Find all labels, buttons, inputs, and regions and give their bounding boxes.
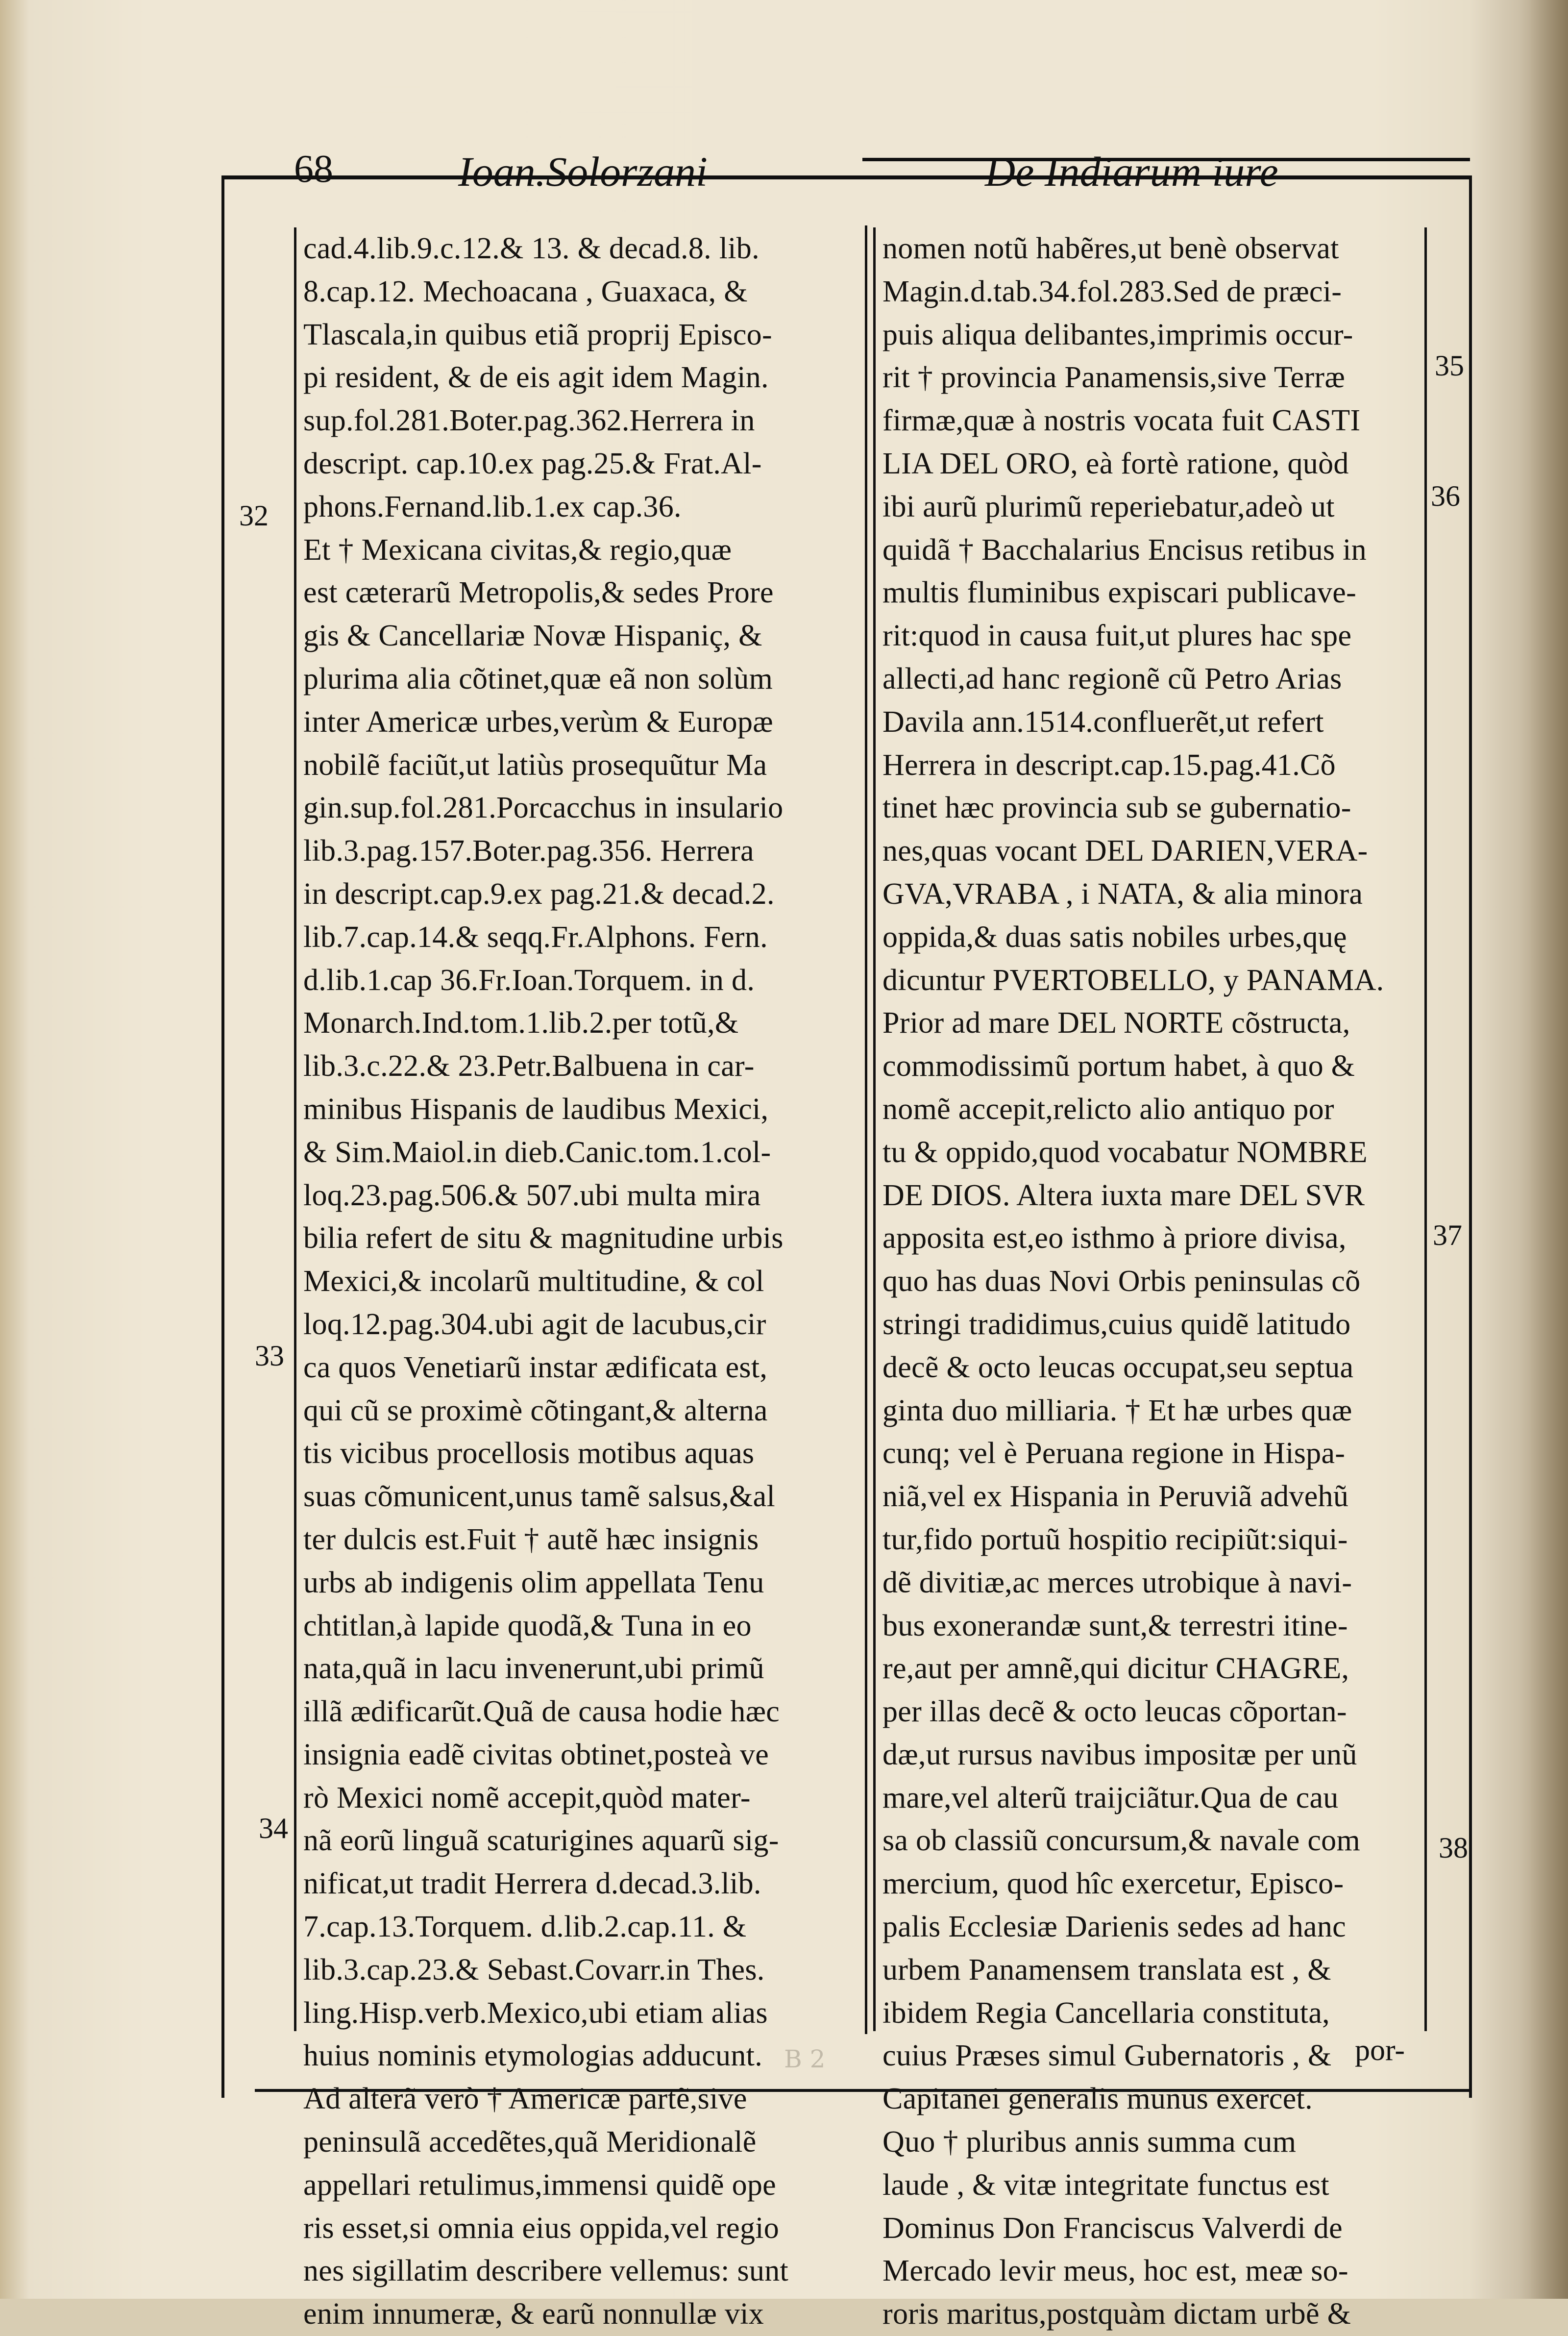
- text-line: nomẽ accepit,relicto alio antiquo por: [882, 1092, 1334, 1126]
- text-line: Tlascala,in quibus etiã proprij Episco-: [303, 318, 772, 351]
- text-line: Herrera in descript.cap.15.pag.41.Cõ: [882, 748, 1336, 782]
- text-line: roris maritus,postquàm dictam urbẽ &: [882, 2297, 1351, 2331]
- text-line: d.lib.1.cap 36.Fr.Ioan.Torquem. in d.: [303, 963, 755, 997]
- catchword: por-: [1355, 2034, 1405, 2067]
- text-line: firmæ,quæ à nostris vocata fuit CASTI: [882, 404, 1361, 438]
- text-line: bus exonerandæ sunt,& terrestri itine-: [882, 1609, 1348, 1642]
- text-line: 8.cap.12. Mechoacana , Guaxaca, &: [303, 274, 748, 308]
- margin-number-35: 35: [1435, 349, 1464, 382]
- text-line: GVA,VRABA , i NATA, & alia minora: [882, 877, 1363, 911]
- text-line: oppida,& duas satis nobiles urbes,quę: [882, 920, 1347, 954]
- text-line: dẽ divitiæ,ac merces utrobique à navi-: [882, 1566, 1352, 1599]
- text-line: niã,vel ex Hispania in Peruviã advehũ: [882, 1480, 1349, 1514]
- text-line: nes,quas vocant DEL DARIEN,VERA-: [882, 834, 1368, 868]
- text-line: laude , & vitæ integritate functus est: [882, 2168, 1329, 2202]
- text-line: decẽ & octo leucas occupat,seu septua: [882, 1350, 1354, 1384]
- text-line: minibus Hispanis de laudibus Mexici,: [303, 1092, 769, 1126]
- text-line: enim innumeræ, & earũ nonnullæ vix: [303, 2297, 764, 2331]
- text-line: LIA DEL ORO, eà fortè ratione, quòd: [882, 447, 1349, 480]
- text-line: Dominus Don Franciscus Valverdi de: [882, 2211, 1343, 2245]
- margin-number-34: 34: [259, 1812, 288, 1844]
- text-line: mare,vel alterũ traijciãtur.Qua de cau: [882, 1781, 1339, 1814]
- text-line: rit:quod in causa fuit,ut plures hac spe: [882, 619, 1352, 653]
- text-line: nes sigillatim describere vellemus: sunt: [303, 2254, 789, 2288]
- text-line: sup.fol.281.Boter.pag.362.Herrera in: [303, 404, 755, 438]
- text-line: tur,fido portuũ hospitio recipiũt:siqui-: [882, 1522, 1348, 1556]
- text-line: nata,quã in lacu invenerunt,ubi primũ: [303, 1652, 764, 1686]
- text-line: commodissimũ portum habet, à quo &: [882, 1049, 1355, 1083]
- margin-number-33: 33: [255, 1340, 284, 1372]
- text-line: dicuntur PVERTOBELLO, y PANAMA.: [882, 963, 1384, 997]
- text-line: nomen notũ habẽres,ut benè observat: [882, 232, 1339, 265]
- text-line: allecti,ad hanc regionẽ cũ Petro Arias: [882, 662, 1342, 696]
- text-line: dæ,ut rursus navibus impositæ per unũ: [882, 1738, 1357, 1771]
- text-line: appellari retulimus,immensi quidẽ ope: [303, 2168, 776, 2202]
- text-line: ibi aurũ plurimũ reperiebatur,adeò ut: [882, 490, 1335, 523]
- text-line: urbs ab indigenis olim appellata Tenu: [303, 1566, 764, 1599]
- text-line: Magin.d.tab.34.fol.283.Sed de præci-: [882, 274, 1342, 308]
- margin-number-32: 32: [239, 499, 269, 532]
- text-line: bilia refert de situ & magnitudine urbis: [303, 1221, 784, 1255]
- text-line: sa ob classiũ concursum,& navale com: [882, 1824, 1360, 1858]
- text-line: descript. cap.10.ex pag.25.& Frat.Al-: [303, 447, 762, 480]
- text-line: Monarch.Ind.tom.1.lib.2.per totũ,&: [303, 1006, 739, 1040]
- text-line: multis fluminibus expiscari publicave-: [882, 576, 1357, 610]
- text-line: nã eorũ linguã scaturigines aquarũ sig-: [303, 1824, 779, 1858]
- text-line: lib.3.pag.157.Boter.pag.356. Herrera: [303, 834, 754, 868]
- text-line: ling.Hisp.verb.Mexico,ubi etiam alias: [303, 1996, 768, 2030]
- binding-shadow: [1470, 0, 1568, 2299]
- text-line: lib.7.cap.14.& seqq.Fr.Alphons. Fern.: [303, 920, 768, 954]
- text-line: plurima alia cõtinet,quæ eã non solùm: [303, 662, 773, 696]
- text-line: rò Mexici nomẽ accepit,quòd mater-: [303, 1781, 751, 1814]
- text-line: Ad alterã verò † Americæ partẽ,sive: [303, 2082, 747, 2116]
- text-line: Capitanei generalis munus exercet.: [882, 2082, 1313, 2116]
- text-line: cunq; vel è Peruana regione in Hispa-: [882, 1437, 1346, 1470]
- text-line: nobilẽ faciũt,ut latiùs prosequũtur Ma: [303, 748, 767, 782]
- text-line: chtitlan,à lapide quodã,& Tuna in eo: [303, 1609, 752, 1642]
- text-line: ginta duo milliaria. † Et hæ urbes quæ: [882, 1393, 1352, 1427]
- text-line: Davila ann.1514.confluerẽt,ut refert: [882, 705, 1324, 739]
- text-line: Mexici,& incolarũ multitudine, & col: [303, 1265, 764, 1298]
- text-line: suas cõmunicent,unus tamẽ salsus,&al: [303, 1480, 776, 1514]
- text-line: ter dulcis est.Fuit † autẽ hæc insignis: [303, 1522, 759, 1556]
- running-head-author: Ioan.Solorzani: [458, 148, 708, 195]
- text-line: mercium, quod hîc exercetur, Episco-: [882, 1867, 1344, 1901]
- text-line: Quo † pluribus annis summa cum: [882, 2125, 1297, 2159]
- text-line: gin.sup.fol.281.Porcacchus in insulario: [303, 791, 784, 825]
- text-line: Mercado levir meus, hoc est, meæ so-: [882, 2254, 1348, 2288]
- running-head-title: De Indiarum iure: [985, 148, 1278, 195]
- text-line: nificat,ut tradit Herrera d.decad.3.lib.: [303, 1867, 761, 1901]
- text-line: qui cũ se proximè cõtingant,& alterna: [303, 1393, 768, 1427]
- text-line: tinet hæc provincia sub se gubernatio-: [882, 791, 1351, 825]
- text-line: inter Americæ urbes,verùm & Europæ: [303, 705, 773, 739]
- text-line: peninsulã accedẽtes,quã Meridionalẽ: [303, 2125, 757, 2159]
- margin-number-36: 36: [1431, 480, 1460, 512]
- text-line: cuius Præses simul Gubernatoris , &: [882, 2039, 1332, 2073]
- text-line: insignia eadẽ civitas obtinet,posteà ve: [303, 1738, 769, 1771]
- page-number: 68: [294, 148, 333, 191]
- text-line: lib.3.c.22.& 23.Petr.Balbuena in car-: [303, 1049, 755, 1083]
- text-line: lib.3.cap.23.& Sebast.Covarr.in Thes.: [303, 1953, 765, 1987]
- text-line: & Sim.Maiol.in dieb.Canic.tom.1.col-: [303, 1135, 771, 1169]
- margin-number-38: 38: [1439, 1832, 1468, 1864]
- text-line: tu & oppido,quod vocabatur NOMBRE: [882, 1135, 1368, 1169]
- text-line: quo has duas Novi Orbis peninsulas cõ: [882, 1265, 1361, 1298]
- text-line: illã ædificarũt.Quã de causa hodie hæc: [303, 1695, 780, 1729]
- text-line: re,aut per amnẽ,qui dicitur CHAGRE,: [882, 1652, 1349, 1686]
- text-line: huius nominis etymologias adducunt.: [303, 2039, 762, 2073]
- text-line: puis aliqua delibantes,imprimis occur-: [882, 318, 1353, 351]
- text-line: loq.12.pag.304.ubi agit de lacubus,cir: [303, 1307, 766, 1341]
- text-line: ibidem Regia Cancellaria constituta,: [882, 1996, 1330, 2030]
- text-line: Et † Mexicana civitas,& regio,quæ: [303, 533, 732, 567]
- text-line: per illas decẽ & octo leucas cõportan-: [882, 1695, 1347, 1729]
- text-line: DE DIOS. Altera iuxta mare DEL SVR: [882, 1178, 1365, 1212]
- text-line: gis & Cancellariæ Novæ Hispaniç, &: [303, 619, 762, 653]
- text-line: phons.Fernand.lib.1.ex cap.36.: [303, 490, 682, 523]
- left-column: [294, 227, 858, 2331]
- signature-mark: B 2: [784, 2045, 826, 2073]
- text-line: urbem Panamensem translata est , &: [882, 1953, 1331, 1987]
- text-line: quidã † Bacchalarius Encisus retibus in: [882, 533, 1367, 567]
- text-line: in descript.cap.9.ex pag.21.& decad.2.: [303, 877, 775, 911]
- right-column: [873, 227, 1427, 2331]
- text-line: stringi tradidimus,cuius quidẽ latitudo: [882, 1307, 1351, 1341]
- text-line: ris esset,si omnia eius oppida,vel regio: [303, 2211, 780, 2245]
- text-line: palis Ecclesiæ Darienis sedes ad hanc: [882, 1910, 1346, 1944]
- margin-number-37: 37: [1433, 1219, 1462, 1251]
- text-line: rit † provincia Panamensis,sive Terræ: [882, 361, 1346, 395]
- text-line: loq.23.pag.506.& 507.ubi multa mira: [303, 1178, 761, 1212]
- text-line: Prior ad mare DEL NORTE cõstructa,: [882, 1006, 1350, 1040]
- text-line: ca quos Venetiarũ instar ædificata est,: [303, 1350, 768, 1384]
- text-line: pi resident, & de eis agit idem Magin.: [303, 361, 769, 395]
- text-line: tis vicibus procellosis motibus aquas: [303, 1437, 755, 1470]
- text-line: cad.4.lib.9.c.12.& 13. & decad.8. lib.: [303, 232, 760, 265]
- column-divider: [865, 225, 867, 2034]
- text-line: apposita est,eo isthmo à priore divisa,: [882, 1221, 1347, 1255]
- text-line: est cæterarũ Metropolis,& sedes Prore: [303, 576, 774, 610]
- text-line: 7.cap.13.Torquem. d.lib.2.cap.11. &: [303, 1910, 747, 1944]
